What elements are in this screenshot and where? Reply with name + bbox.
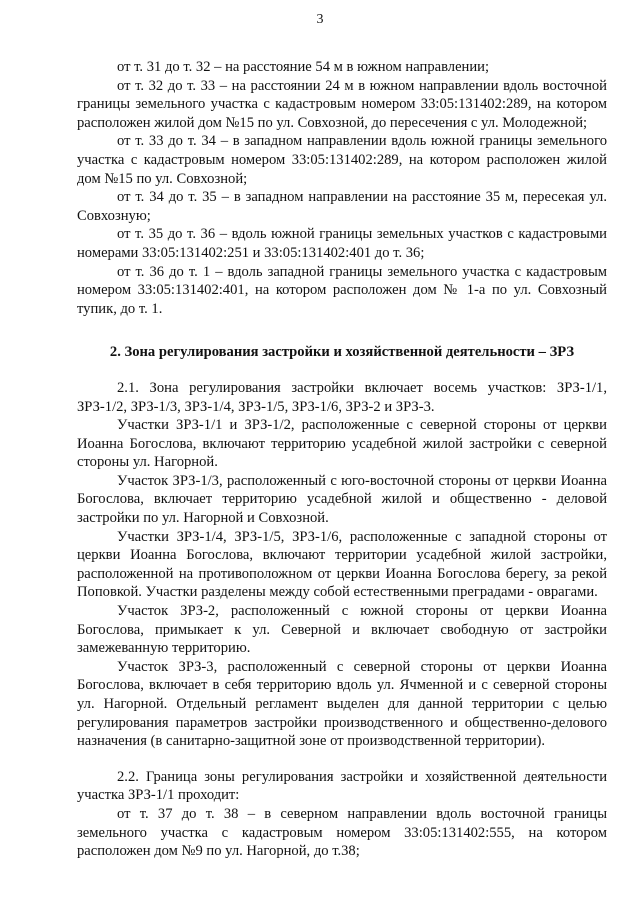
boundary-segment: от т. 35 до т. 36 – вдоль южной границы земельных участков с кадастровыми номерами 33:05:131402:251 и 33:05:131402:401 до т. 36; [77,226,607,261]
section-heading: 2. Зона регулирования застройки и хозяйственной деятельности – ЗРЗ [109,344,575,361]
boundary-segment: от т. 37 до т. 38 – в северном направлении вдоль восточной границы земельного участка с кадастровым номером 33:05:131402:555, на котором расположен дом №9 по ул. Нагорной, до т.38; [77,805,607,860]
page-number: 3 [316,12,324,27]
boundary-segment: от т. 32 до т. 33 – на расстоянии 24 м в южном направлении вдоль восточной границы земельного участка с кадастровым номером 33:05:131402:289, на котором расположен жилой дом №15 по ул. Совхозной, до пересечения с ул. Молодежной; [77,77,607,131]
document-body [77,58,607,861]
boundary-segment: от т. 31 до т. 32 – на расстояние 54 м в южном направлении; [117,59,490,75]
paragraph: Участки ЗРЗ-1/1 и ЗРЗ-1/2, расположенные с северной стороны от церкви Иоанна Богослова, включают территорию усадебной жилой застройки с северной стороны ул. Нагорной. [77,417,607,471]
boundary-segment: от т. 34 до т. 35 – в западном направлении на расстояние 35 м, пересекая ул. Совхозную; [77,189,607,224]
paragraph: 2.1. Зона регулирования застройки включает восемь участков: ЗРЗ-1/1, ЗРЗ-1/2, ЗРЗ-1/3, ЗРЗ-1/4, ЗРЗ-1/5, ЗРЗ-1/6, ЗРЗ-2 и ЗРЗ-3. [77,379,607,415]
paragraph: Участок ЗРЗ-1/3, расположенный с юго-восточной стороны от церкви Иоанна Богослова, включает территорию усадебной жилой и общественно - деловой застройки по ул. Нагорной и Совхозной. [77,472,607,527]
paragraph: Участок ЗРЗ-2, расположенный с южной стороны от церкви Иоанна Богослова, примыкает к ул. Северной и включает свободную от застройки замежеванную территорию. [77,603,607,657]
paragraph-spacer [77,751,607,768]
section-2-2 [77,768,607,861]
boundary-segment: от т. 36 до т. 1 – вдоль западной границы земельного участка с кадастровым номером 33:05:131402:401, на котором расположен дом № 1-а по ул. Совхозный тупик, до т. 1. [77,263,607,317]
boundary-segment: от т. 33 до т. 34 – в западном направлении вдоль южной границы земельного участка с кадастровым номером 33:05:131402:289, на котором расположен жилой дом №15 по ул. Совхозной; [77,133,607,187]
boundary-description-continued [77,58,607,318]
paragraph: 2.2. Граница зоны регулирования застройки и хозяйственной деятельности участка ЗРЗ-1/1 проходит: [77,768,607,804]
section-2-1 [77,379,607,751]
paragraph: Участки ЗРЗ-1/4, ЗРЗ-1/5, ЗРЗ-1/6, расположенные с западной стороны от церкви Иоанна Богослова, включают территории усадебной жилой застройки, расположенной на противоположном от церкви Иоанна Богослова берегу, за рекой Поповкой. Участки разделены между собой естественными преградами - оврагами. [77,528,607,601]
paragraph: Участок ЗРЗ-3, расположенный с северной стороны от церкви Иоанна Богослова, включает в себя территорию вдоль ул. Ячменной и с северной стороны ул. Нагорной. Отдельный регламент выделен для данной территории с целью регулирования параметров застройки производственного и общественно-делового назначения (в санитарно-защитной зоне от производственной территории). [77,658,607,750]
